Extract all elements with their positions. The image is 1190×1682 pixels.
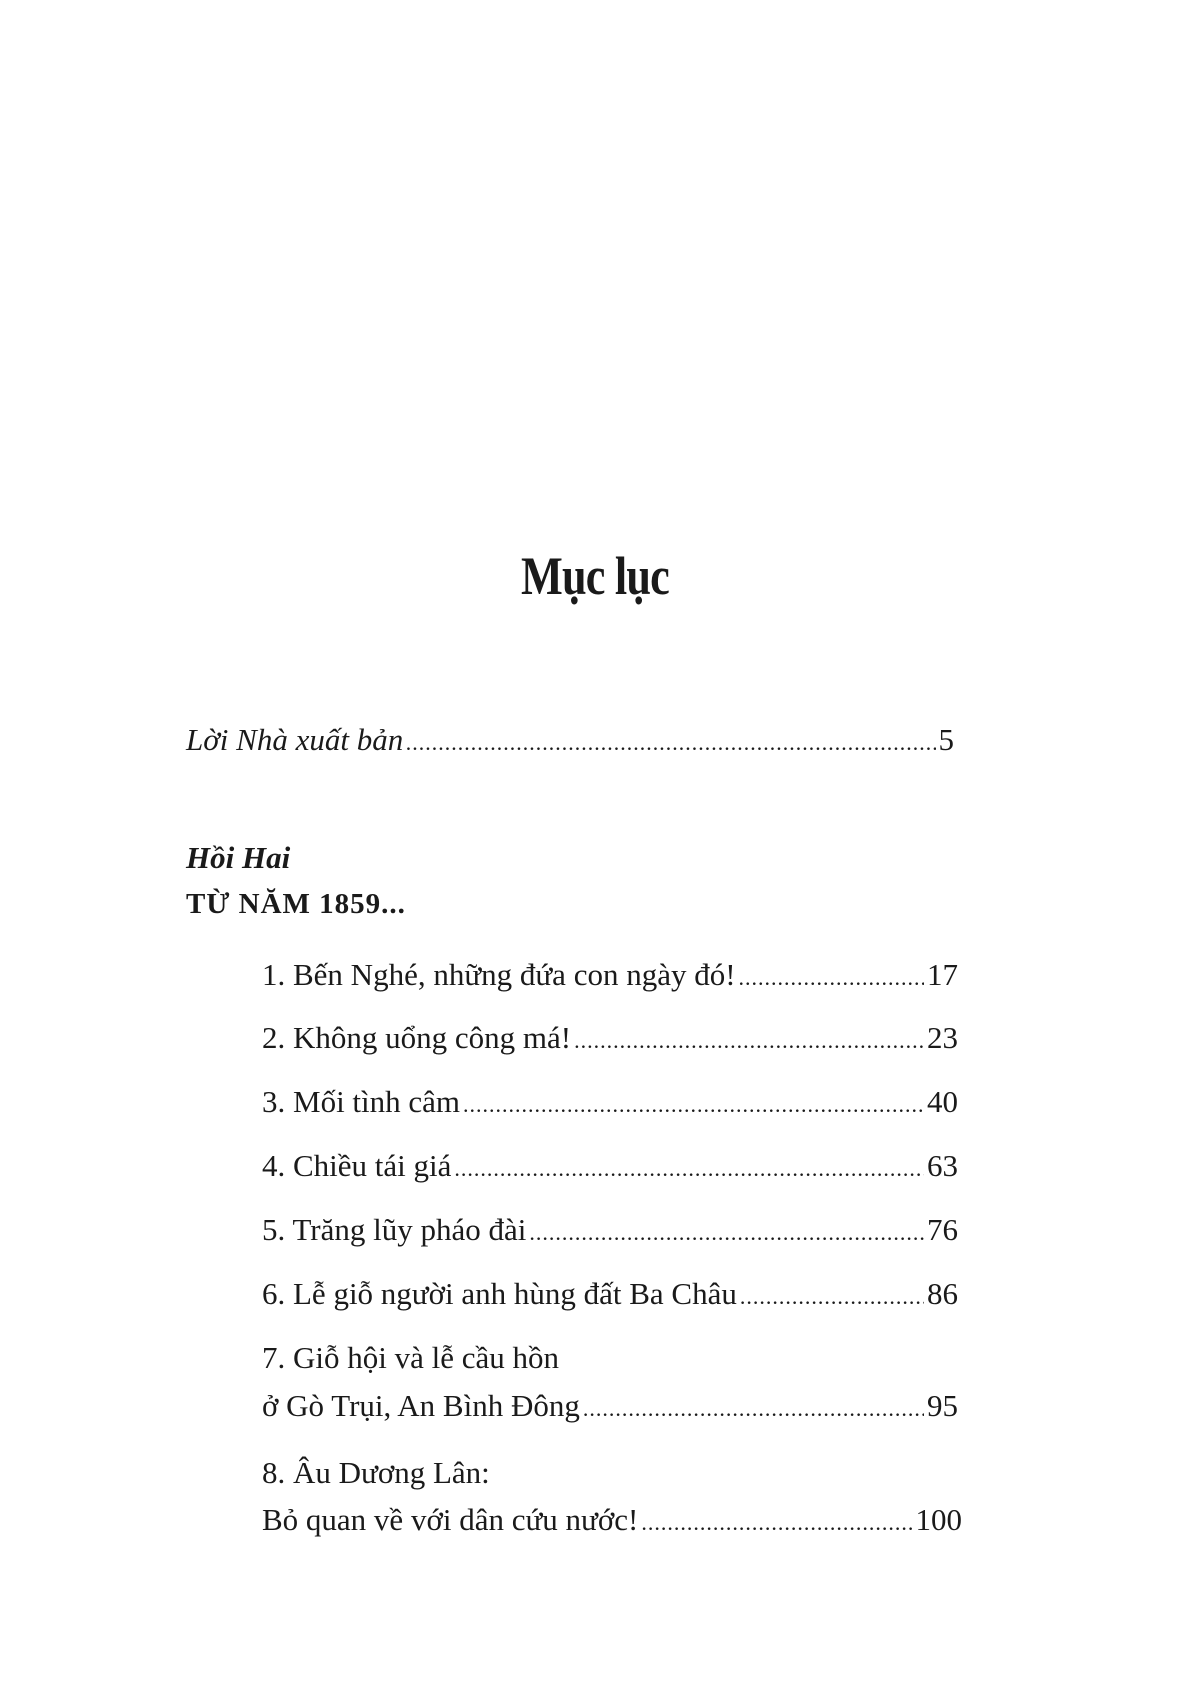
toc-entry bbox=[262, 1274, 958, 1317]
toc-entry bbox=[262, 1386, 958, 1429]
leader-dots bbox=[739, 958, 924, 998]
toc-entry-label: 4. Chiều tái giá bbox=[262, 1148, 452, 1183]
toc-entry bbox=[262, 1146, 958, 1189]
leader-dots bbox=[641, 1503, 912, 1543]
toc-entry-page: 86 bbox=[927, 1276, 958, 1311]
toc-entry-label: ở Gò Trụi, An Bình Đông bbox=[262, 1388, 580, 1423]
toc-entry-page: 5 bbox=[938, 722, 954, 757]
leader-dots bbox=[583, 1389, 924, 1429]
toc-entry bbox=[262, 1018, 958, 1061]
section-label: Hồi Hai bbox=[186, 840, 291, 875]
toc-entry-label-line1: 7. Giỗ hội và lễ cầu hồn bbox=[262, 1340, 560, 1375]
toc-entry-label: Bỏ quan về với dân cứu nước! bbox=[262, 1502, 639, 1537]
toc-entry-preface bbox=[186, 720, 954, 763]
toc-entry-page: 63 bbox=[927, 1148, 958, 1183]
section-title: TỪ NĂM 1859... bbox=[186, 888, 406, 920]
toc-entry-label: 2. Không uổng công má! bbox=[262, 1020, 572, 1055]
toc-entry bbox=[262, 1210, 958, 1253]
toc-entry-page: 17 bbox=[927, 957, 958, 992]
leader-dots bbox=[529, 1213, 924, 1253]
toc-entry-label: 3. Mối tình câm bbox=[262, 1084, 461, 1119]
leader-dots bbox=[406, 723, 935, 763]
toc-entry bbox=[262, 1500, 962, 1543]
toc-entry-page: 95 bbox=[927, 1388, 958, 1423]
toc-entry-label: Lời Nhà xuất bản bbox=[186, 722, 404, 757]
toc-entry bbox=[262, 1082, 958, 1125]
page-title: Mục lục bbox=[520, 546, 669, 606]
toc-entry-page: 100 bbox=[915, 1502, 962, 1537]
toc-entry-label-line1: 8. Âu Dương Lân: bbox=[262, 1455, 490, 1490]
toc-entry-page: 76 bbox=[927, 1212, 958, 1247]
leader-dots bbox=[740, 1277, 924, 1317]
toc-entry-page: 40 bbox=[927, 1084, 958, 1119]
toc-entry-label: 5. Trăng lũy pháo đài bbox=[262, 1212, 527, 1247]
leader-dots bbox=[463, 1085, 924, 1125]
toc-entry-label: 1. Bến Nghé, những đứa con ngày đó! bbox=[262, 957, 736, 992]
leader-dots bbox=[454, 1149, 924, 1189]
leader-dots bbox=[574, 1021, 924, 1061]
toc-entry-page: 23 bbox=[927, 1020, 958, 1055]
toc-entry-label: 6. Lễ giỗ người anh hùng đất Ba Châu bbox=[262, 1276, 737, 1311]
toc-entry bbox=[262, 955, 958, 998]
